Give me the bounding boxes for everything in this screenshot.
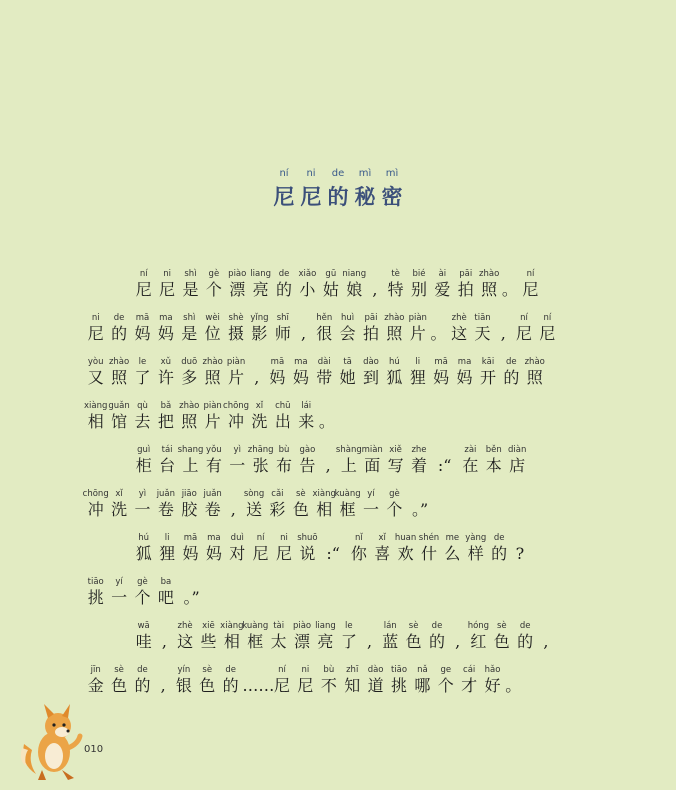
hanzi-with-pinyin: 的 de — [134, 665, 151, 695]
hanzi-with-pinyin: 色 sè — [199, 665, 216, 695]
hanzi-with-pinyin: 上 shàng — [335, 445, 362, 475]
punctuation: ? — [515, 544, 525, 563]
hanzi-with-pinyin: 摄 shè — [228, 313, 245, 343]
hanzi-with-pinyin: 太 tài — [270, 621, 287, 651]
hanzi-with-pinyin: 尼 ní — [274, 665, 291, 695]
punctuation: , — [543, 632, 549, 651]
hanzi-with-pinyin: 面 miàn — [361, 445, 383, 475]
hanzi-with-pinyin: 爱 ài — [434, 269, 451, 299]
punctuation: , — [254, 368, 260, 387]
hanzi-with-pinyin: 些 xiē — [200, 621, 217, 651]
hanzi-with-pinyin: 道 dào — [367, 665, 384, 695]
hanzi-with-pinyin: 狸 li — [409, 357, 426, 387]
hanzi-with-pinyin: 照 zhào — [479, 269, 500, 299]
hanzi-with-pinyin: 多 duō — [181, 357, 198, 387]
punctuation: 。 — [505, 676, 522, 695]
text-line — [84, 576, 584, 620]
hanzi-with-pinyin: 尼 ni — [297, 665, 314, 695]
punctuation: , — [500, 324, 506, 343]
hanzi-with-pinyin: 色 sè — [111, 665, 128, 695]
punctuation: 。 — [501, 280, 518, 299]
hanzi-with-pinyin: 色 sè — [405, 621, 422, 651]
punctuation: 。 — [318, 412, 335, 431]
hanzi-with-pinyin: 挑 tiāo — [390, 665, 408, 695]
hanzi-with-pinyin: 哇 wā — [135, 621, 152, 651]
hanzi-with-pinyin: 狸 li — [159, 533, 176, 563]
hanzi-with-pinyin: 有 yǒu — [205, 445, 222, 475]
hanzi-with-pinyin: 去 qù — [134, 401, 151, 431]
hanzi-with-pinyin: 照 zhào — [179, 401, 200, 431]
hanzi-with-pinyin: 个 gè — [386, 489, 403, 519]
text-line — [84, 268, 584, 312]
hanzi-with-pinyin: 这 zhè — [177, 621, 194, 651]
hanzi-with-pinyin: 尼 ni — [276, 533, 293, 563]
punctuation: , — [455, 632, 461, 651]
hanzi-with-pinyin: 别 bié — [410, 269, 427, 299]
hanzi-with-pinyin: 开 kāi — [479, 357, 496, 387]
hanzi-with-pinyin: 知 zhī — [344, 665, 361, 695]
hanzi-with-pinyin: 冲 chōng — [223, 401, 250, 431]
title-char: 尼 ní — [273, 168, 295, 209]
hanzi-with-pinyin: 写 xiě — [387, 445, 404, 475]
punctuation: 。” — [411, 500, 429, 519]
title-char: 秘 mì — [354, 168, 376, 209]
hanzi-with-pinyin: 的 de — [276, 269, 293, 299]
hanzi-with-pinyin: 么 me — [444, 533, 461, 563]
hanzi-with-pinyin: 的 de — [428, 621, 445, 651]
hanzi-with-pinyin: 在 zài — [462, 445, 479, 475]
hanzi-with-pinyin: 吧 ba — [157, 577, 174, 607]
hanzi-with-pinyin: 的 de — [503, 357, 520, 387]
hanzi-with-pinyin: 的 de — [111, 313, 128, 343]
hanzi-with-pinyin: 的 de — [517, 621, 534, 651]
hanzi-with-pinyin: 亮 liang — [250, 269, 271, 299]
hanzi-with-pinyin: 会 huì — [339, 313, 356, 343]
hanzi-with-pinyin: 个 gè — [134, 577, 151, 607]
hanzi-with-pinyin: 本 běn — [485, 445, 502, 475]
text-line — [84, 488, 584, 532]
hanzi-with-pinyin: 拍 pāi — [362, 313, 379, 343]
hanzi-with-pinyin: 欢 huan — [394, 533, 417, 563]
hanzi-with-pinyin: 妈 ma — [157, 313, 174, 343]
hanzi-with-pinyin: 色 sè — [292, 489, 309, 519]
hanzi-with-pinyin: 带 dài — [316, 357, 333, 387]
hanzi-with-pinyin: 是 shì — [181, 313, 198, 343]
hanzi-with-pinyin: 出 chū — [274, 401, 291, 431]
hanzi-with-pinyin: 什 shén — [418, 533, 440, 563]
hanzi-with-pinyin: 狐 hú — [135, 533, 152, 563]
hanzi-with-pinyin: 拍 pāi — [457, 269, 474, 299]
hanzi-with-pinyin: 框 kuàng — [334, 489, 361, 519]
hanzi-with-pinyin: 到 dào — [362, 357, 379, 387]
hanzi-with-pinyin: 框 kuàng — [242, 621, 269, 651]
hanzi-with-pinyin: 才 cái — [461, 665, 478, 695]
hanzi-with-pinyin: 照 zhào — [384, 313, 405, 343]
hanzi-with-pinyin: 红 hóng — [467, 621, 490, 651]
hanzi-with-pinyin: 了 le — [134, 357, 151, 387]
page-number: 010 — [84, 744, 104, 755]
hanzi-with-pinyin: 来 lái — [298, 401, 315, 431]
hanzi-with-pinyin: 娘 niang — [342, 269, 367, 299]
title-char: 尼 ni — [300, 168, 322, 209]
hanzi-with-pinyin: 师 shī — [274, 313, 291, 343]
hanzi-with-pinyin: 卷 juǎn — [156, 489, 176, 519]
hanzi-with-pinyin: 个 ge — [437, 665, 454, 695]
hanzi-with-pinyin: 把 bǎ — [157, 401, 174, 431]
hanzi-with-pinyin: 张 zhāng — [247, 445, 274, 475]
hanzi-with-pinyin: 送 sòng — [243, 489, 265, 519]
hanzi-with-pinyin: 妈 mā — [182, 533, 199, 563]
punctuation: 。 — [430, 324, 447, 343]
page-title — [0, 168, 676, 211]
text-line — [84, 664, 584, 708]
hanzi-with-pinyin: 你 nǐ — [350, 533, 367, 563]
hanzi-with-pinyin: 妈 mā — [134, 313, 151, 343]
hanzi-with-pinyin: 尼 ní — [135, 269, 152, 299]
hanzi-with-pinyin: 着 zhe — [410, 445, 427, 475]
hanzi-with-pinyin: 片 piàn — [408, 313, 427, 343]
hanzi-with-pinyin: 洗 xǐ — [251, 401, 268, 431]
hanzi-with-pinyin: 说 shuō — [297, 533, 318, 563]
hanzi-with-pinyin: 店 diàn — [507, 445, 527, 475]
hanzi-with-pinyin: 色 sè — [493, 621, 510, 651]
hanzi-with-pinyin: 漂 piào — [292, 621, 312, 651]
hanzi-with-pinyin: 彩 cǎi — [269, 489, 286, 519]
hanzi-with-pinyin: 一 yì — [134, 489, 151, 519]
punctuation: , — [372, 280, 378, 299]
hanzi-with-pinyin: 照 zhào — [108, 357, 130, 387]
hanzi-with-pinyin: 妈 ma — [205, 533, 222, 563]
hanzi-with-pinyin: 妈 mā — [433, 357, 450, 387]
hanzi-with-pinyin: 是 shì — [182, 269, 199, 299]
hanzi-with-pinyin: 的 de — [491, 533, 508, 563]
hanzi-with-pinyin: 很 hěn — [316, 313, 333, 343]
punctuation: 。” — [183, 588, 200, 607]
hanzi-with-pinyin: 小 xiǎo — [298, 269, 317, 299]
text-line — [84, 620, 584, 664]
title-char: 的 de — [327, 168, 349, 209]
hanzi-with-pinyin: 妈 mā — [269, 357, 286, 387]
hanzi-with-pinyin: 影 yǐng — [250, 313, 269, 343]
hanzi-with-pinyin: 片 piàn — [203, 401, 222, 431]
title-char: 密 mì — [381, 168, 403, 209]
hanzi-with-pinyin: 位 wèi — [204, 313, 221, 343]
hanzi-with-pinyin: 不 bù — [320, 665, 337, 695]
hanzi-with-pinyin: 尼 ní — [252, 533, 269, 563]
punctuation: , — [230, 500, 236, 519]
hanzi-with-pinyin: 胶 jiāo — [181, 489, 198, 519]
punctuation: :“ — [437, 456, 452, 475]
hanzi-with-pinyin: 又 yòu — [87, 357, 104, 387]
hanzi-with-pinyin: 她 tā — [339, 357, 356, 387]
text-line — [84, 400, 584, 444]
hanzi-with-pinyin: 妈 ma — [456, 357, 473, 387]
punctuation: , — [366, 632, 373, 651]
hanzi-with-pinyin: 天 tiān — [474, 313, 491, 343]
hanzi-with-pinyin: 这 zhè — [451, 313, 468, 343]
hanzi-with-pinyin: 了 le — [340, 621, 357, 651]
hanzi-with-pinyin: 照 zhào — [202, 357, 223, 387]
hanzi-with-pinyin: 漂 piào — [228, 269, 247, 299]
hanzi-with-pinyin: 银 yín — [175, 665, 192, 695]
hanzi-with-pinyin: 蓝 lán — [382, 621, 399, 651]
hanzi-with-pinyin: 洗 xǐ — [111, 489, 128, 519]
punctuation: , — [161, 632, 167, 651]
text-line — [84, 532, 584, 576]
hanzi-with-pinyin: 照 zhào — [524, 357, 545, 387]
story-text — [84, 268, 584, 708]
text-line — [84, 444, 584, 488]
text-line — [84, 356, 584, 400]
hanzi-with-pinyin: 挑 tiāo — [87, 577, 104, 607]
punctuation: , — [300, 324, 307, 343]
hanzi-with-pinyin: 一 yì — [229, 445, 246, 475]
hanzi-with-pinyin: 样 yàng — [465, 533, 487, 563]
hanzi-with-pinyin: 好 hǎo — [484, 665, 501, 695]
hanzi-with-pinyin: 喜 xǐ — [374, 533, 391, 563]
hanzi-with-pinyin: 狐 hú — [386, 357, 403, 387]
hanzi-with-pinyin: 尼 ní — [515, 313, 532, 343]
hanzi-with-pinyin: 特 tè — [387, 269, 404, 299]
hanzi-with-pinyin: 尼 ní — [539, 313, 556, 343]
hanzi-with-pinyin: 布 bù — [276, 445, 293, 475]
hanzi-with-pinyin: 对 duì — [229, 533, 246, 563]
hanzi-with-pinyin: 个 gè — [205, 269, 222, 299]
hanzi-with-pinyin: 尼 ni — [159, 269, 176, 299]
hanzi-with-pinyin: 卷 juǎn — [203, 489, 222, 519]
punctuation: , — [325, 456, 331, 475]
text-line — [84, 312, 584, 356]
hanzi-with-pinyin: 片 piàn — [226, 357, 246, 387]
punctuation: …… — [242, 676, 275, 695]
hanzi-with-pinyin: 亮 liang — [315, 621, 336, 651]
hanzi-with-pinyin: 一 yí — [111, 577, 128, 607]
fox-illustration-icon — [18, 704, 88, 782]
hanzi-with-pinyin: 相 xiàng — [220, 621, 244, 651]
hanzi-with-pinyin: 姑 gū — [322, 269, 339, 299]
hanzi-with-pinyin: 柜 guì — [135, 445, 152, 475]
punctuation: :“ — [326, 544, 340, 563]
punctuation: , — [160, 676, 166, 695]
hanzi-with-pinyin: 相 xiàng — [84, 401, 108, 431]
hanzi-with-pinyin: 的 de — [222, 665, 239, 695]
hanzi-with-pinyin: 告 gào — [299, 445, 316, 475]
hanzi-with-pinyin: 台 tái — [159, 445, 176, 475]
hanzi-with-pinyin: 哪 nǎ — [414, 665, 431, 695]
hanzi-with-pinyin: 相 xiàng — [312, 489, 336, 519]
hanzi-with-pinyin: 冲 chōng — [82, 489, 109, 519]
hanzi-with-pinyin: 尼 ní — [522, 269, 539, 299]
hanzi-with-pinyin: 馆 guǎn — [108, 401, 130, 431]
hanzi-with-pinyin: 许 xǔ — [157, 357, 174, 387]
hanzi-with-pinyin: 尼 ni — [87, 313, 104, 343]
hanzi-with-pinyin: 上 shang — [177, 445, 204, 475]
hanzi-with-pinyin: 妈 ma — [292, 357, 309, 387]
hanzi-with-pinyin: 金 jīn — [87, 665, 104, 695]
hanzi-with-pinyin: 一 yí — [362, 489, 379, 519]
